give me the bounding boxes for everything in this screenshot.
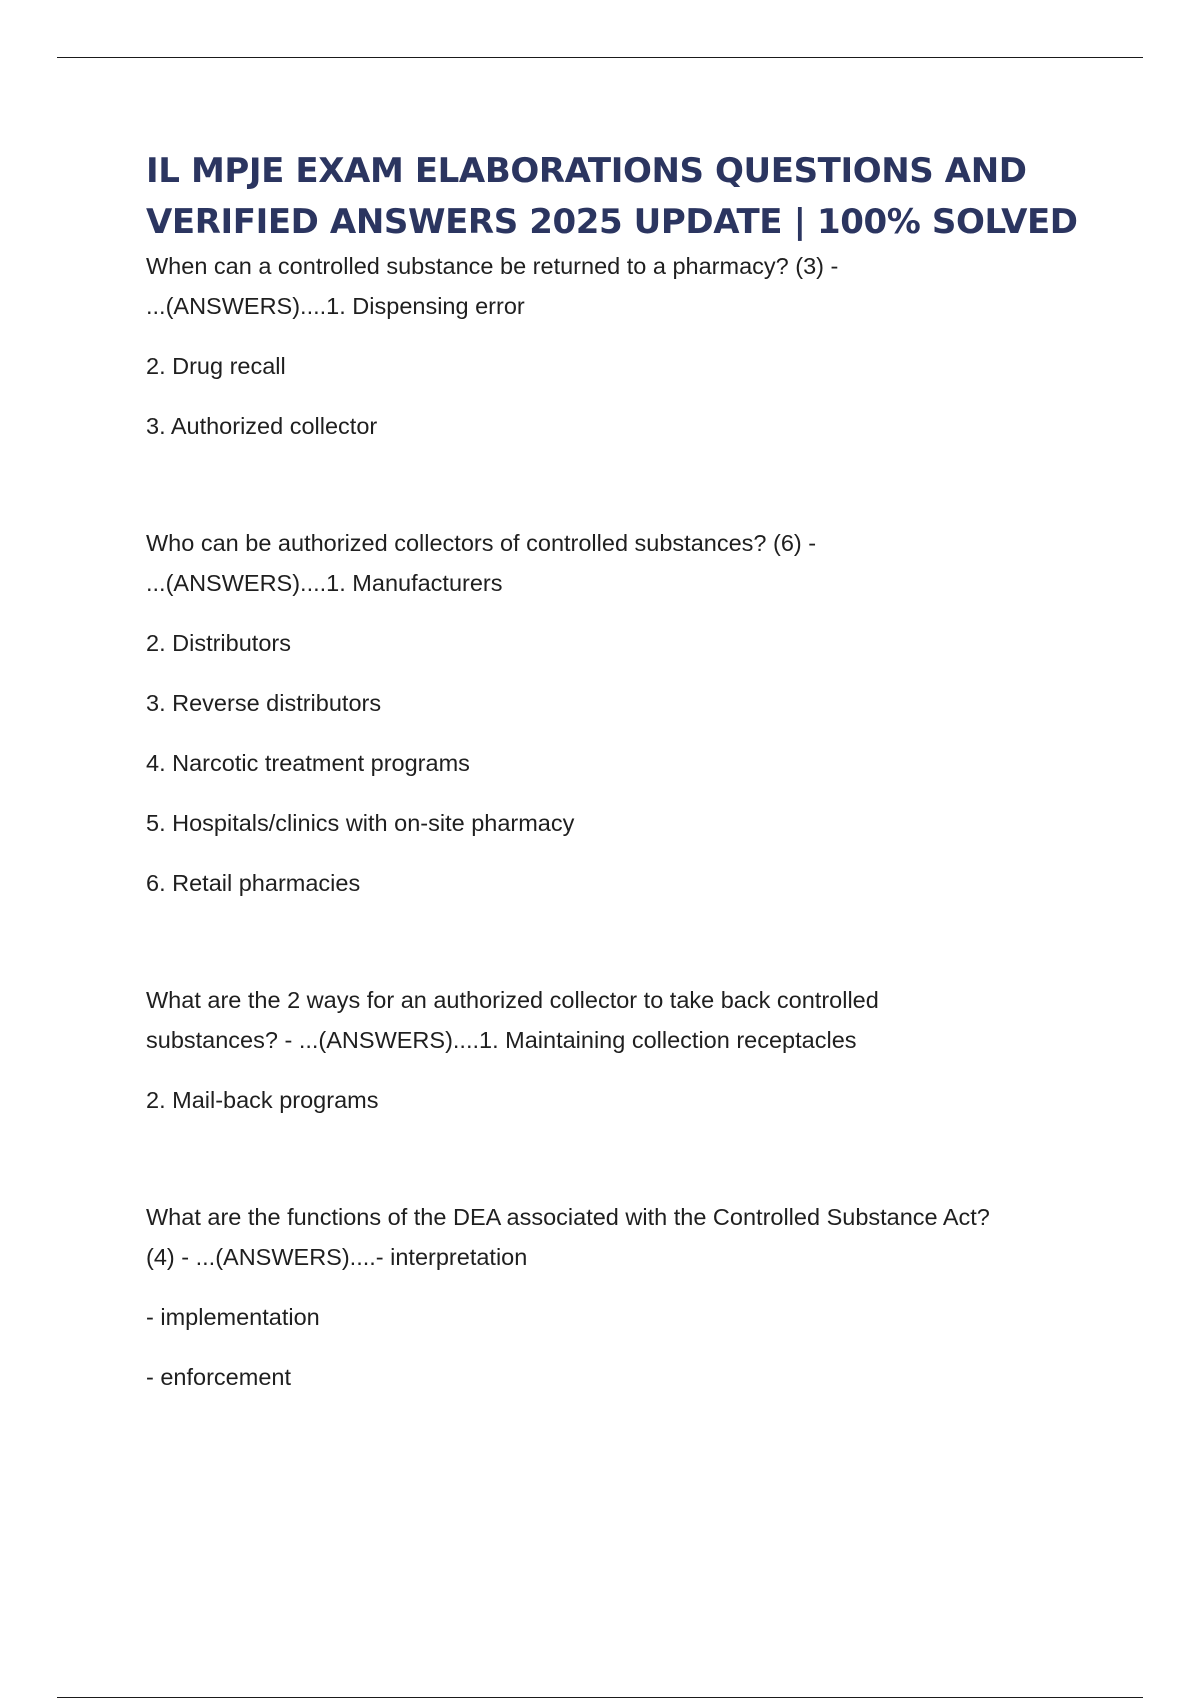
qa-block-4 — [146, 1197, 1106, 1397]
document-title — [146, 146, 1106, 248]
document-body — [146, 146, 1106, 1397]
answer-item: 2. Drug recall — [146, 353, 286, 379]
question-line: ...(ANSWERS)....1. Dispensing error — [146, 293, 525, 319]
qa-block-2 — [146, 523, 1106, 903]
question-text — [146, 523, 1106, 603]
title-line-1: IL MPJE EXAM ELABORATIONS QUESTIONS AND — [146, 151, 1027, 191]
answer-item: - implementation — [146, 1304, 320, 1330]
title-line-2: VERIFIED ANSWERS 2025 UPDATE | 100% SOLVED — [146, 202, 1078, 242]
qa-block-3 — [146, 980, 1106, 1120]
question-line: ...(ANSWERS)....1. Manufacturers — [146, 570, 503, 596]
question-line: (4) - ...(ANSWERS)....- interpretation — [146, 1244, 528, 1270]
answer-item: 2. Distributors — [146, 630, 291, 656]
header-rule — [57, 57, 1143, 58]
answer-item: 6. Retail pharmacies — [146, 870, 361, 896]
answer-item: 4. Narcotic treatment programs — [146, 750, 470, 776]
answer-item: 5. Hospitals/clinics with on-site pharmacy — [146, 810, 575, 836]
question-line: When can a controlled substance be returned to a pharmacy? (3) - — [146, 253, 839, 279]
question-text — [146, 1197, 1106, 1277]
question-line: substances? - ...(ANSWERS)....1. Maintaining collection receptacles — [146, 1027, 857, 1053]
footer-rule — [57, 1697, 1143, 1698]
question-line: What are the 2 ways for an authorized collector to take back controlled — [146, 987, 879, 1013]
answer-item: 3. Authorized collector — [146, 413, 378, 439]
answer-item: 2. Mail-back programs — [146, 1087, 379, 1113]
answer-item: - enforcement — [146, 1364, 291, 1390]
question-text — [146, 246, 1106, 326]
qa-block-1 — [146, 246, 1106, 446]
answer-item: 3. Reverse distributors — [146, 690, 382, 716]
question-text — [146, 980, 1106, 1060]
question-line: What are the functions of the DEA associated with the Controlled Substance Act? — [146, 1204, 990, 1230]
question-line: Who can be authorized collectors of controlled substances? (6) - — [146, 530, 817, 556]
